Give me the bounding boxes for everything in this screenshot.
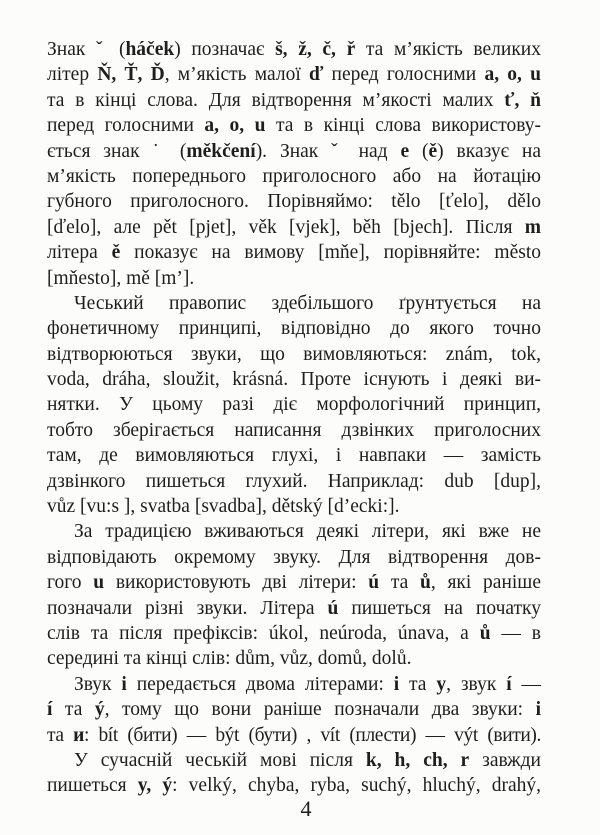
bold-text-segment: ů xyxy=(479,622,491,644)
text-segment: гого xyxy=(47,572,94,594)
text-segment: : bít (бити) — být (бути) , vít (плести) — výt (вити). xyxy=(83,724,541,746)
text-segment: , звук xyxy=(446,673,507,695)
text-line xyxy=(47,723,541,748)
text-line xyxy=(47,392,541,417)
text-segment: передається двома літерами: xyxy=(126,673,394,695)
text-segment: та xyxy=(52,699,95,721)
text-segment: [ďelo], але pět [pjet], věk [vjek], běh [bjech]. Після xyxy=(47,216,525,238)
bold-text-segment: ý xyxy=(94,699,105,721)
text-line xyxy=(47,621,541,646)
bold-text-segment: ů xyxy=(420,572,431,594)
text-segment: та xyxy=(399,673,437,695)
text-line xyxy=(47,139,541,164)
bold-text-segment: y, ý xyxy=(137,775,173,797)
text-segment: Знак ˇ ( xyxy=(47,39,126,60)
text-line xyxy=(47,62,541,87)
text-segment: губного приголосного. Порівняймо: tělo [ťelo], dělo xyxy=(47,191,541,213)
book-page-text xyxy=(47,37,541,799)
text-segment: пишеться на початку xyxy=(338,597,541,619)
text-segment: показує на вимову [mňe], порівняйте: město xyxy=(120,242,542,264)
text-segment: : velký, chyba, ryba, suchý, hluchý, drahý, xyxy=(172,775,541,797)
text-segment: фонетичному принципі, відповідно до якого точно xyxy=(47,318,541,340)
bold-text-segment: ť, ň xyxy=(504,89,541,111)
text-segment: — xyxy=(511,673,542,695)
text-line xyxy=(47,570,541,595)
bold-text-segment: i xyxy=(393,673,400,695)
text-segment: — в xyxy=(490,622,542,644)
bold-text-segment: a, o, u xyxy=(204,115,266,137)
text-segment: , які раніше xyxy=(430,572,541,594)
bold-text-segment: ě xyxy=(428,140,438,162)
text-segment: та xyxy=(47,724,74,746)
text-segment: [mňesto], mě [m’]. xyxy=(47,267,195,289)
text-segment: ) вказує на xyxy=(437,140,541,162)
text-segment: ється знак ˙ ( xyxy=(47,140,187,162)
text-line xyxy=(47,215,541,240)
text-segment: ( xyxy=(409,140,429,162)
text-line xyxy=(47,773,541,798)
text-segment: , м’якість малої xyxy=(164,64,309,86)
bold-text-segment: i xyxy=(121,673,127,695)
text-line xyxy=(47,291,541,316)
text-line xyxy=(47,418,541,443)
text-line xyxy=(47,519,541,544)
text-segment: ). Знак ˇ над xyxy=(255,140,401,162)
text-segment: Звук xyxy=(74,673,122,695)
text-segment: перед голосними xyxy=(47,115,205,137)
text-segment: літера xyxy=(47,242,112,264)
text-segment: м’якість попереднього приголосного або на йотацію xyxy=(47,165,541,187)
text-segment: перед голосними xyxy=(323,64,485,86)
text-segment: За традицією вживаються деякі літери, які вже не xyxy=(74,521,541,543)
bold-text-segment: y xyxy=(436,673,447,695)
text-segment: ) позначає xyxy=(174,39,276,60)
bold-text-segment: a, o, u xyxy=(484,64,541,86)
text-line xyxy=(47,646,541,671)
text-line xyxy=(47,443,541,468)
text-line xyxy=(47,113,541,138)
text-line xyxy=(47,494,541,519)
text-segment: та в кінці слова. Для відтворення м’якості малих xyxy=(47,89,505,111)
bold-text-segment: ú xyxy=(327,597,339,619)
text-line xyxy=(47,367,541,392)
bold-text-segment: í xyxy=(47,699,53,721)
text-line xyxy=(47,596,541,621)
text-segment: та xyxy=(379,572,420,594)
text-segment: тобто зберігається написання дзвінких приголосних xyxy=(47,419,541,441)
text-line xyxy=(47,164,541,189)
text-line xyxy=(47,266,541,291)
text-line xyxy=(47,697,541,722)
text-segment: , тому що вони раніше позначали два звуки: xyxy=(104,699,536,721)
text-segment: та в кінці слова використову- xyxy=(265,115,541,137)
text-segment: відповідають окремому звуку. Для відтворення дов- xyxy=(47,546,541,568)
page-number: 4 xyxy=(300,796,312,821)
text-line xyxy=(47,240,541,265)
text-segment: voda, dráha, sloužit, krásná. Проте існують і деякі ви- xyxy=(47,369,541,391)
bold-text-segment: háček xyxy=(125,39,175,60)
bold-text-segment: и xyxy=(73,724,84,746)
text-segment: та м’якість великих xyxy=(355,39,541,60)
text-segment: завжди xyxy=(469,749,541,771)
text-line xyxy=(47,316,541,341)
text-segment: слів та після префіксів: úkol, neúroda, únava, а xyxy=(47,622,480,644)
text-segment: відтворюються звуки, що вимовляються: znám, tok, xyxy=(47,343,541,365)
text-line xyxy=(47,545,541,570)
text-segment: середині та кінці слів: dům, vůz, domů, dolů. xyxy=(47,648,412,670)
bold-text-segment: měkčení xyxy=(186,140,256,162)
text-line xyxy=(47,748,541,773)
text-segment: позначали різні звуки. Літера xyxy=(47,597,328,619)
text-line xyxy=(47,37,541,62)
bold-text-segment: m xyxy=(524,216,541,238)
text-segment: там, де вимовляються глухі, і навпаки — замість xyxy=(47,445,541,467)
text-segment: пишеться xyxy=(47,775,138,797)
text-segment: Чеський правопис здебільшого ґрунтується на xyxy=(74,292,541,314)
bold-text-segment: k, h, ch, r xyxy=(365,749,470,771)
text-segment: У сучасній чеській мові після xyxy=(74,749,366,771)
text-line xyxy=(47,189,541,214)
bold-text-segment: u xyxy=(93,572,105,594)
bold-text-segment: ď xyxy=(308,64,324,86)
text-segment: нятки. У цьому разі діє морфологічний принцип, xyxy=(47,394,541,416)
text-line xyxy=(47,672,541,697)
text-line xyxy=(47,88,541,113)
text-line xyxy=(47,469,541,494)
text-segment: дзвінкого пишеться глухий. Наприклад: dub [dup], xyxy=(47,470,541,492)
text-line xyxy=(47,342,541,367)
bold-text-segment: ě xyxy=(111,242,121,264)
bold-text-segment: i xyxy=(535,699,542,721)
bold-text-segment: e xyxy=(400,140,410,162)
bold-text-segment: š, ž, č, ř xyxy=(275,39,356,60)
text-segment: використовують дві літери: xyxy=(104,572,369,594)
bold-text-segment: Ň, Ť, Ď xyxy=(97,64,165,86)
bold-text-segment: ú xyxy=(368,572,380,594)
text-segment: vůz [vu:s ], svatba [svadba], dětský [d’ecki:]. xyxy=(47,496,400,518)
text-segment: літер xyxy=(47,64,98,86)
bold-text-segment: í xyxy=(506,673,512,695)
